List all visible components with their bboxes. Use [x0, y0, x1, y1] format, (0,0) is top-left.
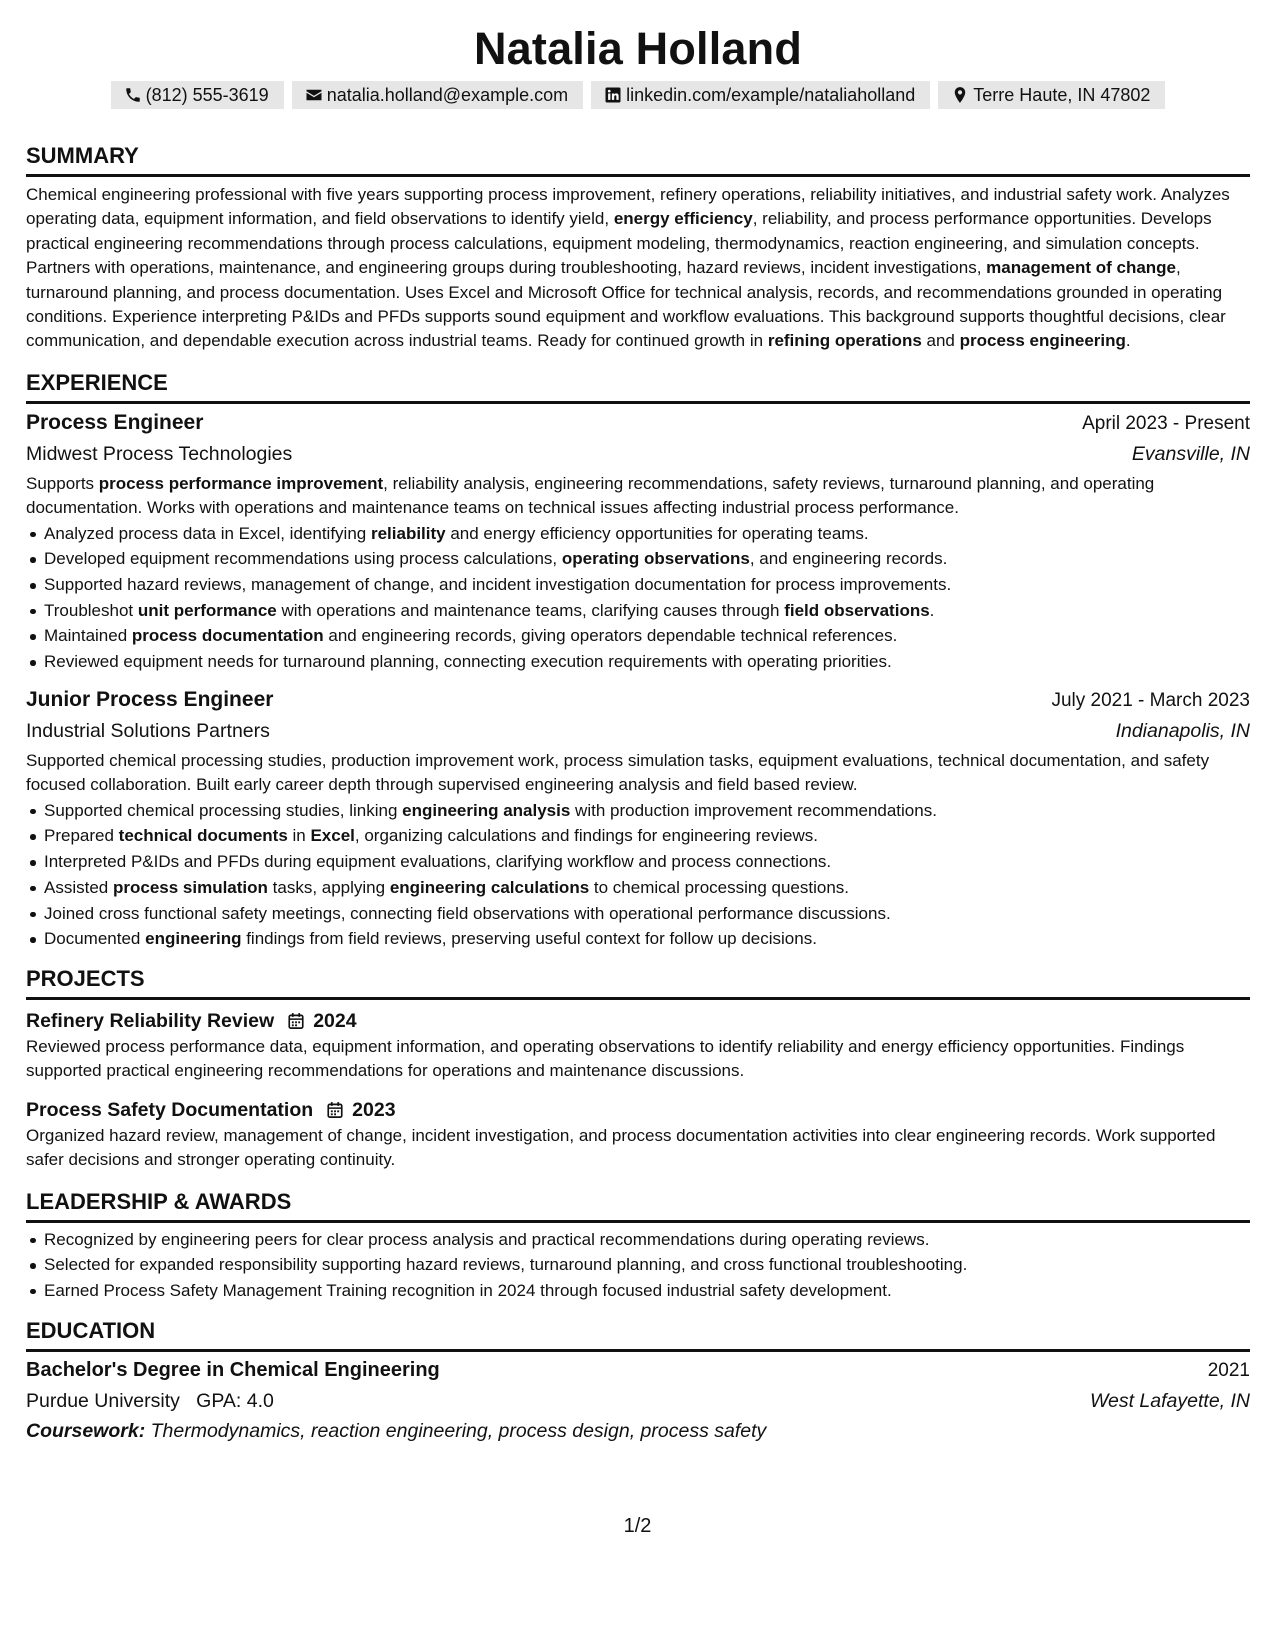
- resume-page: [26, 22, 1250, 1446]
- job-company: Industrial Solutions Partners: [26, 719, 270, 742]
- job-bullets: [26, 798, 1250, 952]
- projects-section: [26, 966, 1250, 1173]
- section-title-education: EDUCATION: [26, 1318, 1250, 1352]
- list-item: Recognized by engineering peers for clear process analysis and practical recommendations during operating reviews.: [44, 1227, 1250, 1253]
- list-item: Maintained process documentation and engineering records, giving operators dependable technical references.: [44, 623, 1250, 649]
- phone-text: (812) 555-3619: [145, 85, 269, 105]
- list-item: Developed equipment recommendations using process calculations, operating observations, and engineering records.: [44, 546, 1250, 572]
- experience-section: [26, 370, 1250, 952]
- graduation-year: 2021: [1207, 1359, 1250, 1381]
- job-title: Process Engineer: [26, 410, 204, 434]
- coursework-list: Thermodynamics, reaction engineering, process design, process safety: [150, 1419, 767, 1442]
- project-description: Organized hazard review, management of change, incident investigation, and process documentation activities into clear engineering records. Work supported safer decisions and stronger operating continuity.: [26, 1125, 1216, 1170]
- summary-section: [26, 143, 1250, 354]
- email-text: natalia.holland@example.com: [326, 85, 569, 105]
- section-title-projects: PROJECTS: [26, 966, 1250, 1000]
- degree: Bachelor's Degree in Chemical Engineering: [26, 1358, 440, 1381]
- contact-phone[interactable]: [111, 81, 284, 109]
- envelope-icon: [305, 86, 323, 104]
- leadership-section: [26, 1189, 1250, 1304]
- list-item: Prepared technical documents in Excel, organizing calculations and findings for engineering reviews.: [44, 823, 1250, 849]
- leadership-bullets: [26, 1227, 1250, 1304]
- map-marker-icon: [951, 86, 969, 104]
- list-item: Reviewed equipment needs for turnaround planning, connecting execution requirements with operating priorities.: [44, 649, 1250, 675]
- job-summary: Supports process performance improvement, reliability analysis, engineering recommendations, safety reviews, turnaround planning, and operating documentation. Works with operations and maintenance teams on technical issues affecting industrial process performance.: [26, 473, 1155, 518]
- project-year: 2023: [352, 1098, 396, 1121]
- phone-icon: [124, 86, 142, 104]
- calendar-icon: [326, 1101, 344, 1119]
- job-summary: Supported chemical processing studies, production improvement work, process simulation tasks, equipment evaluations, technical documentation, and safety focused collaboration. Built early career depth through supervised engineering analysis and field based review.: [26, 750, 1210, 795]
- school-location: West Lafayette, IN: [1089, 1389, 1250, 1412]
- list-item: Selected for expanded responsibility supporting hazard reviews, turnaround planning, and cross functional troubleshooting.: [44, 1252, 1250, 1278]
- contact-location: [938, 81, 1165, 109]
- list-item: Documented engineering findings from field reviews, preserving useful context for follow up decisions.: [44, 926, 1250, 952]
- gpa: GPA: 4.0: [196, 1389, 274, 1412]
- school-name: Purdue University: [26, 1389, 180, 1412]
- contact-email[interactable]: [292, 81, 583, 109]
- job-bullets: [26, 521, 1250, 675]
- job-location: Evansville, IN: [1131, 442, 1250, 465]
- contact-bar: [26, 81, 1250, 109]
- calendar-icon: [287, 1012, 305, 1030]
- list-item: Assisted process simulation tasks, applying engineering calculations to chemical processing questions.: [44, 875, 1250, 901]
- list-item: Analyzed process data in Excel, identifying reliability and energy efficiency opportunities for operating teams.: [44, 521, 1250, 547]
- project-name: Refinery Reliability Review: [26, 1009, 275, 1032]
- list-item: Earned Process Safety Management Training recognition in 2024 through focused industrial safety development.: [44, 1278, 1250, 1304]
- linkedin-icon: [604, 86, 622, 104]
- section-title-summary: SUMMARY: [26, 143, 1250, 177]
- education-section: [26, 1318, 1250, 1446]
- project-name: Process Safety Documentation: [26, 1098, 314, 1121]
- page-number: 1/2: [623, 1515, 652, 1537]
- coursework-label: Coursework:: [26, 1419, 146, 1442]
- list-item: Supported chemical processing studies, linking engineering analysis with production improvement recommendations.: [44, 798, 1250, 824]
- job-entry: [26, 685, 1250, 952]
- project-description: Reviewed process performance data, equipment information, and operating observations to identify reliability and energy efficiency opportunities. Findings supported practical engineering recommendations for operations and maintenance discussions.: [26, 1036, 1185, 1081]
- linkedin-text: linkedin.com/example/nataliaholland: [626, 85, 916, 105]
- job-location: Indianapolis, IN: [1115, 719, 1250, 742]
- list-item: Supported hazard reviews, management of change, and incident investigation documentation for process improvements.: [44, 572, 1250, 598]
- list-item: Interpreted P&IDs and PFDs during equipment evaluations, clarifying workflow and process connections.: [44, 849, 1250, 875]
- section-title-experience: EXPERIENCE: [26, 370, 1250, 404]
- job-dates: July 2021 - March 2023: [1051, 689, 1250, 711]
- job-dates: April 2023 - Present: [1082, 412, 1250, 434]
- project-year: 2024: [313, 1009, 357, 1032]
- project-entry: [26, 1007, 1250, 1084]
- section-title-leadership: LEADERSHIP & AWARDS: [26, 1189, 1250, 1223]
- location-text: Terre Haute, IN 47802: [973, 85, 1151, 105]
- summary-text: Chemical engineering professional with five years supporting process improvement, refinery operations, reliability initiatives, and industrial safety work. Analyzes operating data, equipment information, and field observations to identify yield, energy efficiency, reliability, and process performance opportunities. Develops practical engineering recommendations through process calculations, equipment modeling, thermodynamics, reaction engineering, and simulation concepts. Partners with operations, maintenance, and engineering groups during troubleshooting, hazard reviews, incident investigations, management of change, turnaround planning, and process documentation. Uses Excel and Microsoft Office for technical analysis, records, and recommendations grounded in operating conditions. Experience interpreting P&IDs and PFDs supports sound equipment and workflow evaluations. This background supports thoughtful decisions, clear communication, and dependable execution across industrial teams. Ready for continued growth in refining operations and process engineering.: [26, 185, 1230, 351]
- project-entry: [26, 1096, 1250, 1173]
- job-company: Midwest Process Technologies: [26, 442, 293, 465]
- list-item: Joined cross functional safety meetings, connecting field observations with operational performance discussions.: [44, 901, 1250, 927]
- candidate-name: Natalia Holland: [473, 23, 803, 74]
- job-title: Junior Process Engineer: [26, 687, 274, 711]
- coursework: [26, 1416, 1250, 1446]
- job-entry: [26, 408, 1250, 675]
- contact-linkedin[interactable]: [591, 81, 930, 109]
- list-item: Troubleshot unit performance with operations and maintenance teams, clarifying causes through field observations.: [44, 598, 1250, 624]
